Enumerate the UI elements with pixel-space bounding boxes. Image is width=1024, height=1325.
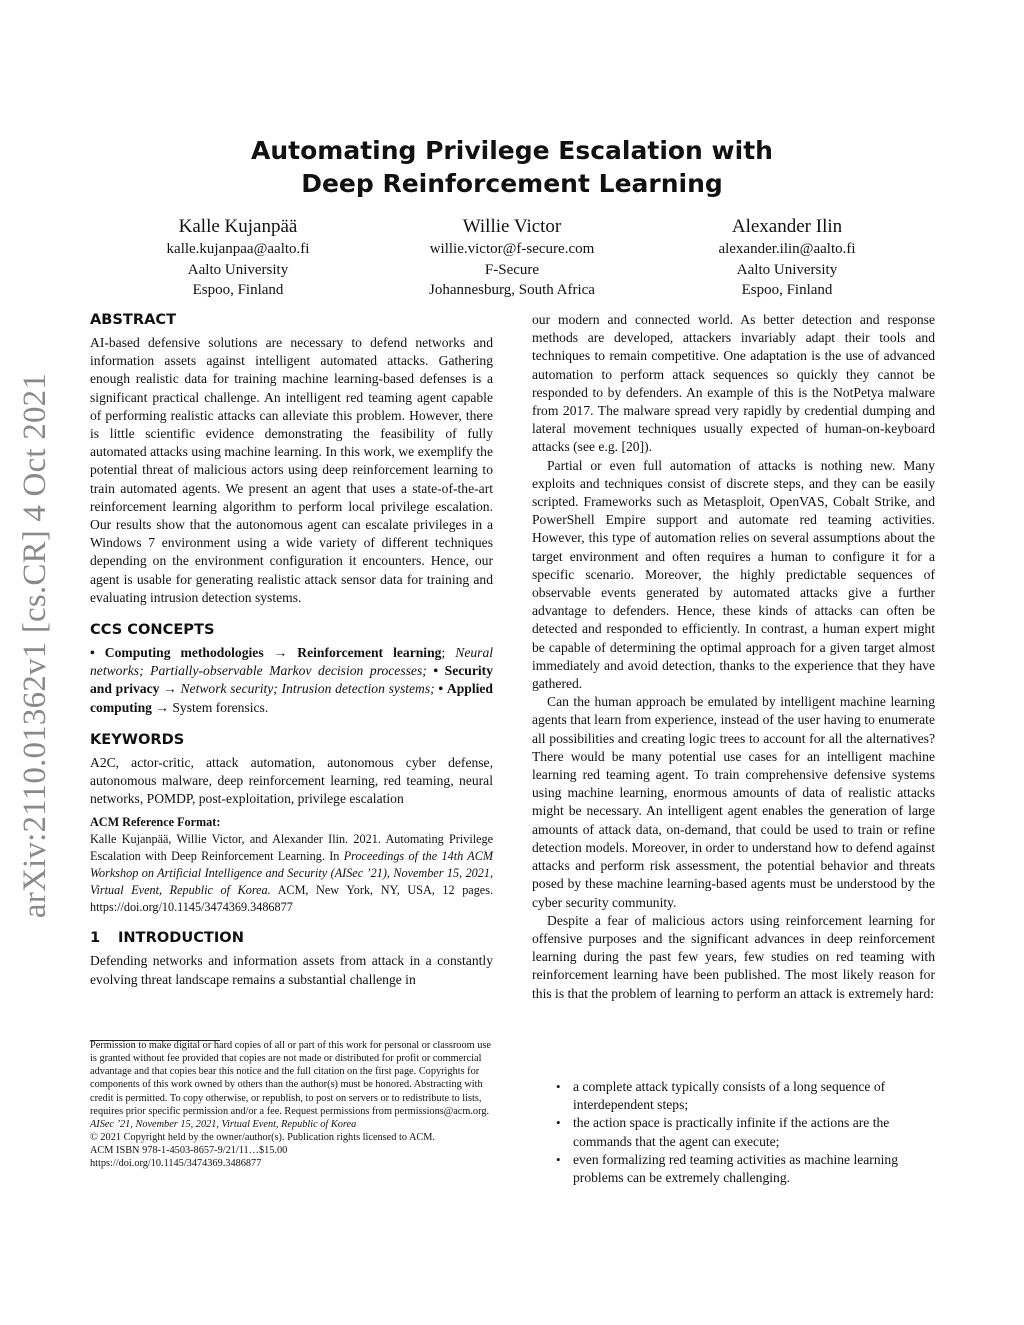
list-item <box>556 1114 936 1150</box>
footnote-isbn: ACM ISBN 978-1-4503-8657-9/21/11…$15.00 <box>90 1145 288 1157</box>
list-item-text: a complete attack typically consists of a long sequence of interdependent steps; <box>573 1079 886 1113</box>
footnote-venue: AISec ’21, November 15, 2021, Virtual Event, Republic of Korea <box>90 1118 357 1130</box>
list-item-text: the action space is practically infinite if the actions are the commands that the agent can execute; <box>573 1115 890 1149</box>
author-email: willie.victor@f-secure.com <box>429 241 595 257</box>
section-title: INTRODUCTION <box>118 929 244 947</box>
difficulty-bullet-list <box>556 1078 936 1187</box>
author-affiliation: Aalto University <box>187 261 289 278</box>
list-item <box>556 1078 936 1114</box>
ccs-arrow: → <box>163 681 177 697</box>
paper-title-line-1: Automating Privilege Escalation with <box>251 136 773 165</box>
ccs-concepts-text: • Computing methodologies → Reinforcement learning; Neural networks; Partially-observable Markov decision processes; • Security and privacy → Network security; Intrusion detection systems; • Applied computing → System forensics. <box>90 645 494 715</box>
author-name: Kalle Kujanpää <box>178 216 298 237</box>
author-affiliation: Aalto University <box>736 261 838 278</box>
author-name: Willie Victor <box>462 216 562 237</box>
author-block-1 <box>108 215 368 301</box>
abstract-text: AI-based defensive solutions are necessary to defend networks and information assets against intelligent automated attacks. Gathering enough realistic data for training machine learning-based defenses is a significant practical challenge. An intelligent red teaming agent capable of performing realistic attacks can alleviate this problem. However, there is little scientific evidence demonstrating the feasibility of fully automated attacks using machine learning. In this work, we exemplify the potential threat of malicious actors using deep reinforcement learning to train automated agents. We present an agent that uses a state-of-the-art reinforcement learning algorithm to perform local privilege escalation. Our results show that the autonomous agent can escalate privileges in a Windows 7 environment using a wide variety of different techniques depending on the environment configuration it encounters. Hence, our agent is usable for generating realistic attack sensor data for training and evaluating intrusion detection systems. <box>90 335 493 605</box>
ccs-item-3-head: Applied computing <box>90 681 493 715</box>
footnote-permission: Permission to make digital or hard copies of all or part of this work for personal or classroom use is granted without fee provided that copies are not made or distributed for profit or commercial advantage and that copies bear this notice and the full citation on the first page. Copyrights for components of this work owned by others than the author(s) must be honored. Abstracting with credit is permitted. To copy otherwise, or republish, to post on servers or to redistribute to lists, requires prior specific permission and/or a fee. Request permissions from permissions@acm.org. <box>90 1040 491 1117</box>
right-paragraph-1: our modern and connected world. As better detection and response methods are developed, attackers invariably adapt their tools and techniques to remain competitive. One adaptation is the use of advanced automation to perform attack sequences so quickly they cannot be responded to by defenders. An example of this is the NotPetya malware from 2017. The malware spread very rapidly by credential dumping and lateral movement techniques usually expected of human-on-keyboard attacks (see e.g. [20]). <box>532 312 935 455</box>
paper-title <box>150 134 874 200</box>
ccs-item-1-rest: Neural networks; Partially-observable Markov decision processes; <box>90 645 494 679</box>
ccs-item-1-head: Computing methodologies <box>104 645 264 661</box>
keywords-heading: KEYWORDS <box>90 730 185 748</box>
author-location: Espoo, Finland <box>192 282 284 298</box>
ccs-bullet: • <box>90 645 95 661</box>
acm-reference-authors: Kalle Kujanpää, Willie Victor, and Alexander Ilin. 2021. Automating Privilege Escalation with Deep Reinforcement Learning. In <box>90 832 493 864</box>
arxiv-identifier-stamp <box>16 355 56 935</box>
ccs-item-1-sub: Reinforcement learning <box>297 645 442 661</box>
abstract-heading: ABSTRACT <box>90 311 177 328</box>
author-email: kalle.kujanpaa@aalto.fi <box>166 241 310 257</box>
author-block-3 <box>657 215 917 301</box>
introduction-heading <box>90 927 493 949</box>
right-paragraph-4: Despite a fear of malicious actors using reinforcement learning for offensive purposes and the significant advances in deep reinforcement learning during the past few years, few studies on red teaming with reinforcement learning have been published. The most likely reason for this is that the problem of learning to perform an attack is extremely hard: <box>532 912 935 1001</box>
footnote-copyright: © 2021 Copyright held by the owner/author(s). Publication rights licensed to ACM. <box>90 1132 436 1144</box>
bullet-dot: • <box>556 1115 561 1131</box>
ccs-arrow: → <box>155 699 169 715</box>
right-column <box>532 311 935 1003</box>
ccs-concepts-list <box>90 644 493 717</box>
introduction-paragraph-1: Defending networks and information assets from attack in a constantly evolving threat landscape remains a substantial challenge in <box>90 953 493 987</box>
right-paragraph-2: Partial or even full automation of attacks is nothing new. Many exploits and techniques consist of discrete steps, and they can be easily scripted. Frameworks such as Metasploit, OpenVAS, Cobalt Strike, and PowerShell Empire support and automate red teaming activities. However, this type of automation relies on several assumptions about the target environment and often requires a human to configure it for a specific scenario. Moreover, the highly predictable sequences of observable events generated by automated attacks give a further advantage to defenders. Hence, these kinds of attacks can often be detected and responded to efficiently. In contrast, a human expert might be capable of determining the optimal approach for a given target almost immediately and avoid detection, thanks to the experience that they have gathered. <box>532 457 935 692</box>
author-location: Johannesburg, South Africa <box>429 282 595 298</box>
acm-reference-heading: ACM Reference Format: <box>90 815 221 830</box>
author-location: Espoo, Finland <box>741 282 833 298</box>
acm-reference-text <box>90 831 493 915</box>
left-column <box>90 309 493 989</box>
keywords-text: A2C, actor-critic, attack automation, autonomous cyber defense, autonomous malware, deep reinforcement learning, red teaming, neural networks, POMDP, post-exploitation, privilege escalation <box>90 754 493 807</box>
right-paragraph-3: Can the human approach be emulated by intelligent machine learning agents that learn from experience, instead of the user having to enumerate all possibilities and creating logic trees to account for all the alternatives? There would be many potential use cases for an intelligent machine learning red teaming agent. To train comprehensive defensive systems using machine learning, enormous amounts of data of realistic attacks might be necessary. An intelligent agent enables the generation of large amounts of attack data, on-demand, that could be used to train or refine detection models. Moreover, in order to understand how to defend against attacks and perform risk assessment, the potential behavior and threats posed by these machine learning-based agents must be understood by the cyber security community. <box>532 694 935 910</box>
acm-reference-venue: Proceedings of the 14th ACM Workshop on Artificial Intelligence and Security (AISec ’21), November 15, 2021, Virtual Event, Republic of Korea. <box>90 849 494 897</box>
ccs-bullet: • <box>433 663 439 679</box>
ccs-heading: CCS CONCEPTS <box>90 621 215 639</box>
section-number: 1 <box>90 929 101 947</box>
ccs-item-3-rest: System forensics. <box>172 699 269 715</box>
author-email: alexander.ilin@aalto.fi <box>718 241 856 257</box>
ccs-bullet: • <box>438 681 444 697</box>
author-block-2 <box>382 215 642 301</box>
ccs-item-2-head: Security and privacy <box>90 663 493 697</box>
list-item <box>556 1151 936 1187</box>
bullet-dot: • <box>556 1151 561 1167</box>
list-item-text: even formalizing red teaming activities as machine learning problems can be extremely challenging. <box>573 1151 898 1186</box>
acm-reference-publisher: ACM, New York, NY, USA, 12 pages. https://doi.org/10.1145/3474369.3486877 <box>90 882 494 914</box>
ccs-arrow: → <box>273 645 288 661</box>
author-name: Alexander Ilin <box>731 216 843 237</box>
bullet-dot: • <box>556 1079 561 1094</box>
copyright-footnote <box>90 1039 493 1171</box>
ccs-item-2-rest: Network security; Intrusion detection systems; <box>180 681 435 697</box>
arxiv-identifier-text: arXiv:2110.01362v1 [cs.CR] 4 Oct 2021 <box>17 372 54 918</box>
footnote-doi: https://doi.org/10.1145/3474369.3486877 <box>90 1158 262 1170</box>
author-affiliation: F-Secure <box>484 261 540 278</box>
paper-title-line-2: Deep Reinforcement Learning <box>301 169 723 198</box>
